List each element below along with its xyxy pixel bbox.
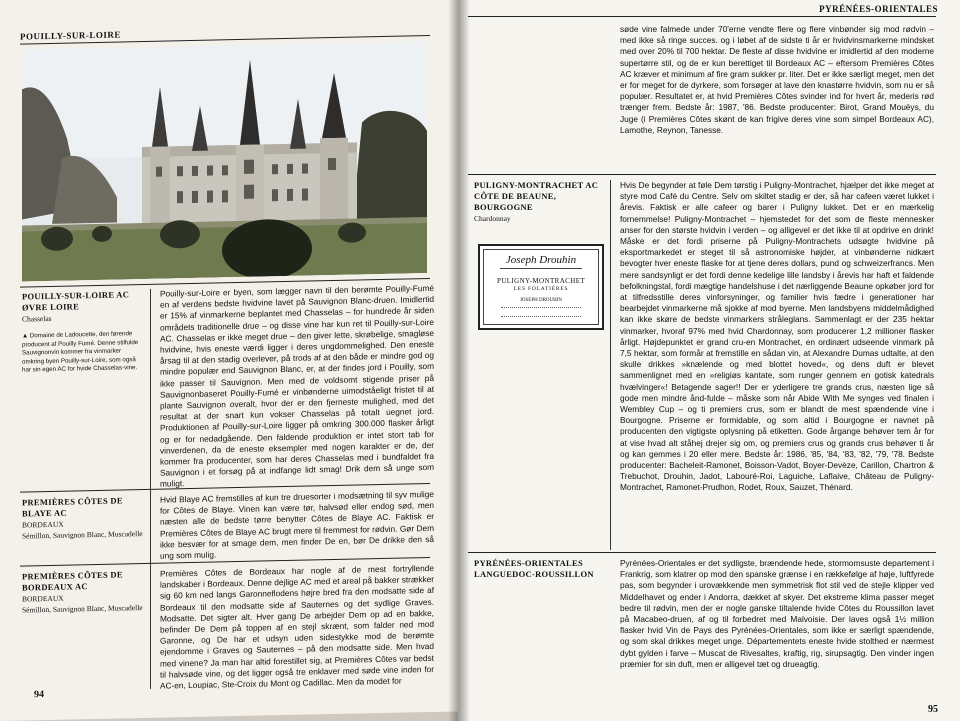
entry-grapes: Sémillon, Sauvignon Blanc, Muscadelle xyxy=(22,529,143,541)
entry-region: ØVRE LOIRE xyxy=(22,301,80,313)
entry-region: BORDEAUX xyxy=(22,593,64,604)
castle-image xyxy=(22,41,427,281)
entry-text-pyrenees: Pyrénées-Orientales er det sydligste, brændende hede, stormomsuste departement i Frankrig, som klatrer op mod den spanske grænse i en rækkefølge af høje, luftfyrede pas, som begynder i urovækkende men symmetrisk flot stil ved de stejle klipper ved Middelhavet og ender i Andorra, dækket af skyer. Det ekstreme klima passer meget bedre til rødvin, men der er nogle ganske tiltalende hvide Côtes du Roussillon lavet på Macabeo-druen, af og til forbedret med Malvoisie. Der laves også 1½ million flasker hvid Vin de Pays des Pyrénées-Orientales, som ikke er særligt spændende, og som skal drikkes meget unge. Départementets eneste hvide stolthed er nærmest dybt gylden i farve – Muscat de Rivesaltes, kraftig, rig, sirupsagtig. Den vinder ingen præmier for sin duft, men er alligevel tæt og drueagtig. xyxy=(620,558,934,669)
entry-rule-puligny xyxy=(468,174,936,175)
entry-text-blaye: Hvid Blaye AC fremstilles af kun tre druesorter i modsætning til syv mulige for Côtes de Blaye. Vinen kan være tør, halvsød eller endog sød, men næsten alle de bedste tørre benytter Côtes de Blaye AC. Faktisk er Premières Côtes de Blaye AC brugt mere til fremmest for rødvin. Gør Dem ikke besvær for at smage dem, men finder De en, bør De drikke den så ung som mulig. xyxy=(160,488,434,561)
label-producer-signature: Joseph Drouhin xyxy=(500,254,582,269)
entry-title: PREMIÈRES CÔTES DE BORDEAUX AC xyxy=(22,569,123,593)
entry-text-puligny: Hvis De begynder at føle Dem tørstig i Puligny-Montrachet, hjælper det ikke meget at styre mod Café du Centre. Selv om skiltet stadig er der, så har cafeen været lukket i årevis. Faktisk er alle cafeer og barer i Puligny lukket. Det er en mærkelig fornemmelse! Puligny-Montrachet – hjemstedet for det som de fleste mennesker anser for den største hvidvin i verden – og alligevel er det ikke til at opdrive en drink! Måske er det fordi priserne på Puligny-Montrachets udsøgte hvidvine på eksportmarkedet er steget til så astronomiske højder, at vinbønderne nidkært bevogter hver eneste flaske for at tjene deres dollars, pund og schweizerfrancs. Men mere sandsynligt er det fordi denne kedelige lille landsby i årevis har haft et faldende befolkningstal, fordi mægtige handelshuse i det nærliggende Beaune opkøber jord for at tilfredsstille deres vinforsyninger, og familier hvis fædre i generationer har bearbejdet vinmarkerne må sjokke af mod byerne. Men landsbyens middelmådighed kan ikke skøre de bedste vinmarkers stråleglans. Sammenlagt er der 235 hektar vinmarker, hvoraf 97% med hvid Chardonnay, som producerer 1,2 millioner flasker årligt. Højdepunktet er grand cru-en Montrachet, en ordinært udseende vinmark på 7,5 hektar, som formår at fremstille en sådan vin, at Alexandre Dumas udtalte, at den skulle drikkes »knælende og med blottet hoved«, og dens duft er blevet sammenlignet med en »religiøs kantate, som runger gennem en gotisk katedrals hvælvinger«! Betagende sager!! Der er yderligere tre grands crus, næsten lige så gode men mindre ånd-fulde – måske som når Abide With Me synges ved finalen i Wembley Cup – og ti premiers crus, som er blandt de mest spændende vine i Bourgogne. Priserne er formidable, og som altid i Bourgogne er navnet på producenten den vigtigste oplysning på etiketten. Gode årgange behøver tem år for at vise hvad alt ståhej drejer sig om, og premiers crus og grands crus behøver ti år og kan gemmes i 20 eller mere. Bedste år: 1986, '85, '84, '83, '82, '79, '78. Bedste producenter: Bacheleit-Ramonet, Boisson-Vadot, Boyer-Devèze, Carillon, Chartron & Trebuchot, Drouhin, Jadot, Labouré-Roi, Laguiche, Laflaive, Château de Puligny-Montrachet, Ramonet-Prudhon, Rodet, Roux, Sauzet, Thénard. xyxy=(620,180,934,493)
column-divider-right xyxy=(610,180,611,550)
entry-text-bordeaux: Premières Côtes de Bordeaux har nogle af de mest fortryllende landskaber i Bordeaux. Denne dejlige AC med et areal på bakker strækker sig 60 km ned langs Garonneflodens højre bred fra den modsatte side af Bordeaux til den modsatte side af Sauternes og det sydlige Graves. Modsatte. Det sigter alt. Hver gang De arbejder Dem op ad en bakke, befinder De Dem på toppen af en stejl skrænt, som falder ned mod Garonne, og De har et udsyn uden sidestykke mod de berømte ejendomme i Graves og Sauternes – på den modsatte side. Men hvad med vinene? Ja man har altid forestillet sig, at Premières Côtes var bedst til halvsøde vine, og det ligger også tre enklaver med søde vine inden for AC-en, Loupiac, Ste-Croix du Mont og Cadillac. Men da modet for xyxy=(160,562,434,691)
entry-grapes: Chasselas xyxy=(22,313,52,324)
wine-label-image xyxy=(478,244,604,330)
entry-sidebar-puligny xyxy=(474,180,614,224)
entry-sidebar-bordeaux xyxy=(22,569,152,616)
running-head-left: POUILLY-SUR-LOIRE xyxy=(20,29,121,42)
page-number-left: 94 xyxy=(34,689,44,701)
header-rule-right xyxy=(468,16,936,17)
book-gutter xyxy=(448,0,470,721)
running-head-right: PYRÉNÉES-ORIENTALES xyxy=(819,4,938,14)
entry-title: PREMIÈRES CÔTES DE BLAYE AC xyxy=(22,495,123,519)
wine-label-frame xyxy=(483,249,599,325)
right-page xyxy=(458,0,960,721)
entry-sidebar-blaye xyxy=(22,495,152,542)
page-number-right: 95 xyxy=(928,704,938,715)
chateau-photo xyxy=(22,41,427,281)
photo-caption: ▲ Domaine de Ladoucette, den førende producent af Pouilly Fumé. Denne stilfulde Sauvignonvin kommer fra vinmarker omkring byen Pouilly-sur-Loire, som også har sin egen AC for hvide Chasselas-vine. xyxy=(22,330,139,374)
entry-title: PULIGNY-MONTRACHET AC xyxy=(474,180,599,190)
entry-rule-pyrenees xyxy=(468,552,936,553)
entry-region: BORDEAUX xyxy=(22,519,64,530)
entry-region: LANGUEDOC-ROUSSILLON xyxy=(474,569,594,579)
entry-text-pouilly: Pouilly-sur-Loire er byen, som lægger navn til den berømte Pouilly-Fumé en af verdens bedste hvidvine lavet på Sauvignon Blanc-druen. Imidlertid er 15% af vinmarkerne beplantet med Chasselas – for hundrede år siden områdets traditionelle drue – og disse vine har kun ret til Pouilly-sur-Loire AC. Chasselas er ikke meget drue – den giver lette, skrøbelige, smagløse hvidvine, hvis eneste værdi ligger i deres ungdommelighed. Den eneste årsag til at den stadig overlever, på trods af at den både er mindre god og mindre populær end Sauvignon Blanc, er, at der findes jord i Pouilly, som ikke passer til Sauvignon. Men med de voldsomt stigende priser på Sauvignonbaseret Pouilly-Fumé er vinbønderne uimodståeligt fristet til at plante Sauvignon overalt, hvor der er den fjerneste mulighed, med det resultat at der snart kun vokser Chasselas på totalt uegnet jord. Produktionen af Pouilly-sur-Loire ligger på omkring 300.000 flasker årligt og er for nedadgående. Den faldende produktion er intet stort tab for vinverdenen, da de eneste eksempler med nogen karakter er de, der kommer fra producenter, som har deres Chasselas med i bundfaldet fra Sauvignon i et forsøg på at indfange lidt smag! Drik dem så unge som muligt. xyxy=(160,282,434,490)
entry-grapes: Chardonnay xyxy=(474,214,511,223)
entry-region-2: BOURGOGNE xyxy=(474,202,533,212)
entry-sidebar-pyrenees xyxy=(474,558,614,580)
entry-title: POUILLY-SUR-LOIRE AC xyxy=(22,289,130,302)
label-wine-name: PULIGNY-MONTRACHET xyxy=(496,277,586,285)
left-page xyxy=(0,0,462,721)
entry-region: CÔTE DE BEAUNE, xyxy=(474,191,557,201)
entry-sidebar-pouilly xyxy=(22,289,142,375)
label-fine-print xyxy=(501,307,581,317)
entry-title: PYRÉNÉES-ORIENTALES xyxy=(474,558,583,568)
column-divider-left xyxy=(150,289,151,689)
label-vineyard: LES FOLATIÈRES xyxy=(513,286,569,292)
entry-grapes: Sémillon, Sauvignon Blanc, Muscadelle xyxy=(22,603,143,615)
label-producer: JOSEPH DROUHIN xyxy=(519,298,563,303)
continued-text-bordeaux: søde vine falmede under 70'erne vendte flere og flere vinbønder sig mod rødvin – med ikke så ringe succes. og i løbet af de sidste ti år er hvidvinsmarkerne mindsket med over 20% til 700 hektar. De fleste af disse hvidvine er imidlertid af den moderne supertørre stil, og de er kun berettiget til Bordeaux AC – eftersom Premières Côtes AC kræver et minimum af fire gram sukker pr. liter. Det er ikke særligt meget, men det er for meget for de dyrkere, som forsøger at lave den knastørre hvidvin, som nu er så populær. Resultatet er, at hvid Premières Côtes svinder ind for hvert år, mederis rød trænger frem. Bedste år: 1987, '86. Bedste producenter: Birot, Grand Mouëys, du Juge (i Premières Côtes skønt de kan frigive deres vine som simpel Bordeaux AC), Lamothe, Reynon, Tanesse. xyxy=(620,24,934,135)
